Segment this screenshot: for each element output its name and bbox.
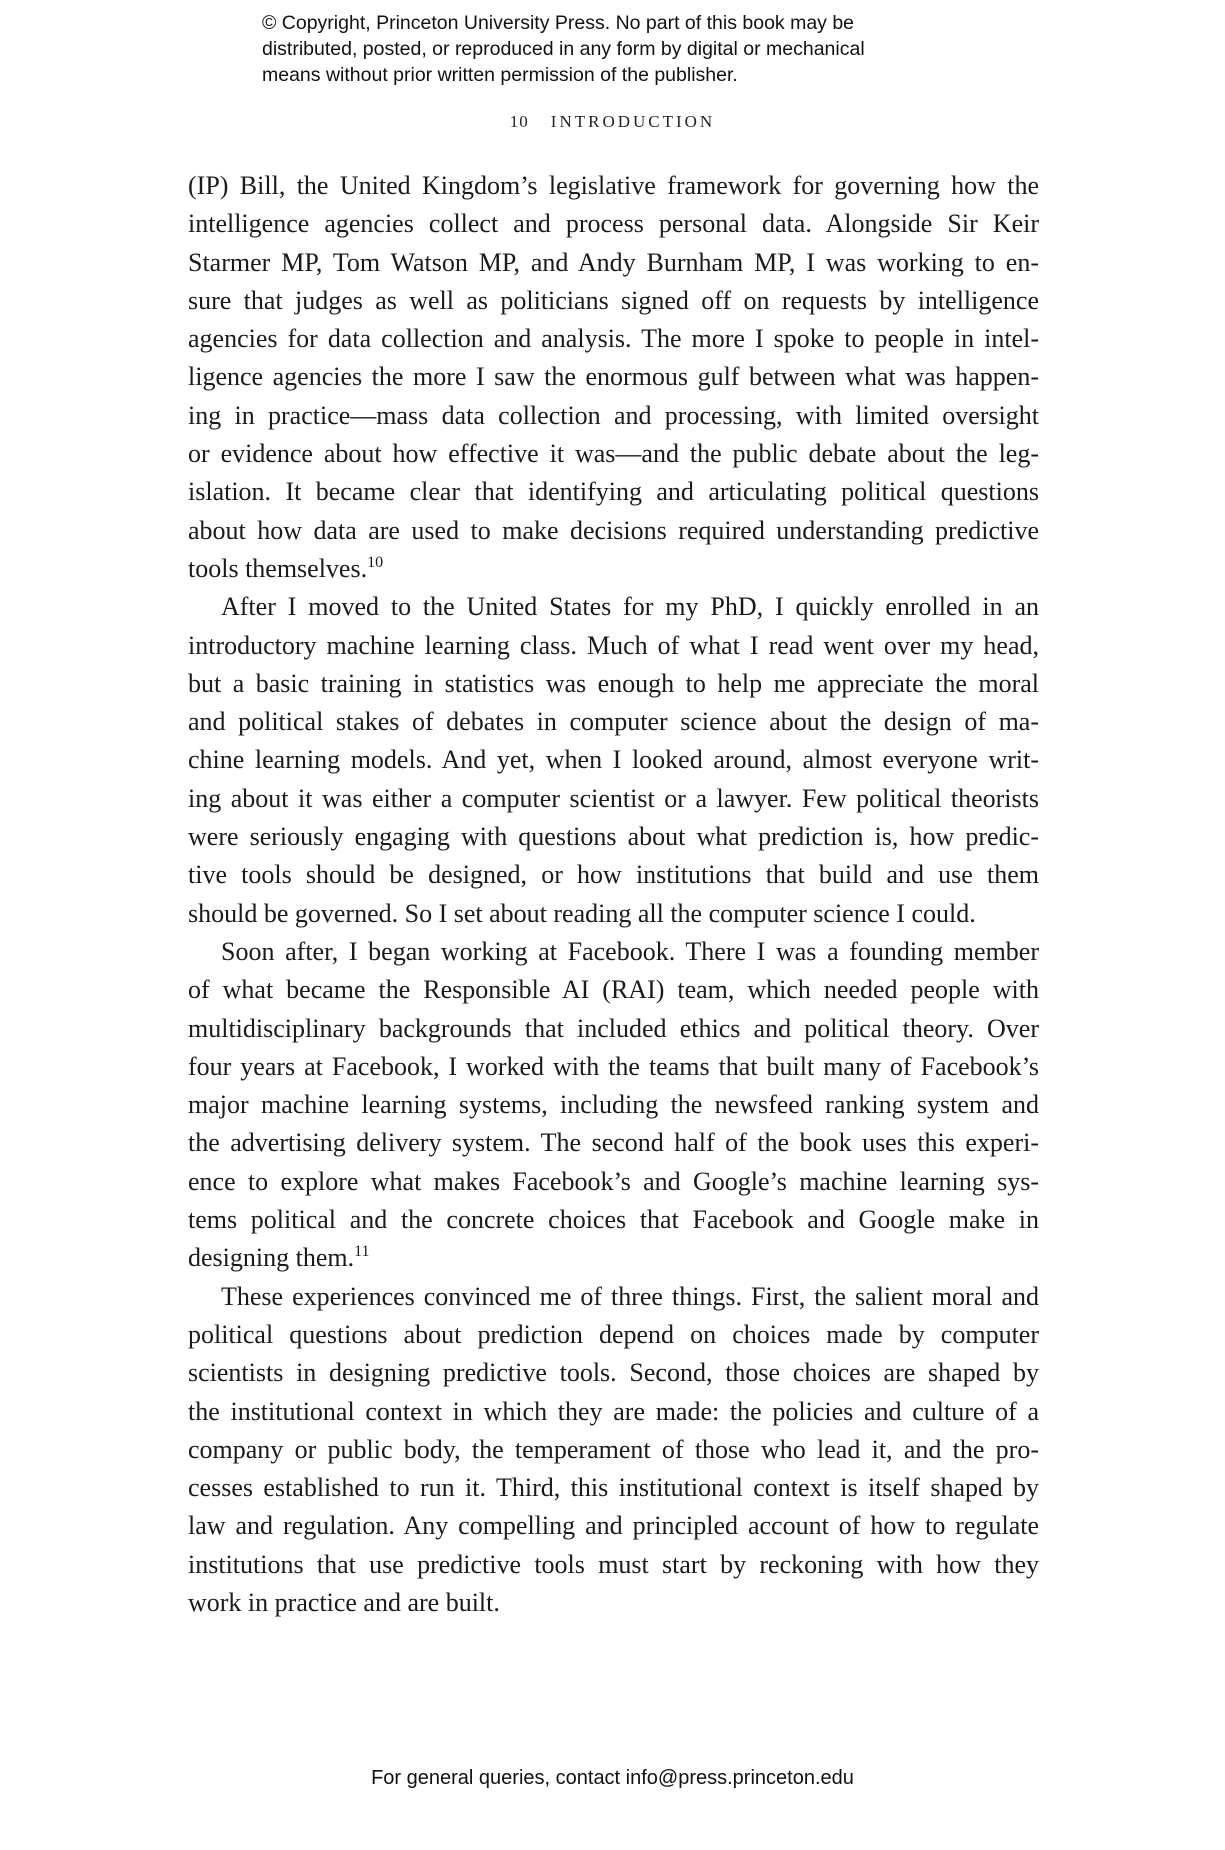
text-line: cesses established to run it. Third, this institutional context is itself shaped by [188,1473,1039,1503]
page-number: 10 [509,112,529,131]
text-line: multidisciplinary backgrounds that included ethics and political theory. Over [188,1013,1039,1043]
text-line: ence to explore what makes Facebook’s and Google’s machine learning sys- [188,1166,1039,1196]
paragraph [188,588,1039,933]
paragraph [188,1278,1039,1623]
text-line: ing about it was either a computer scientist or a lawyer. Few political theorists [188,783,1039,813]
text-line: designing them.$^{11}$ [188,1243,370,1273]
text-line: the advertising delivery system. The second half of the book uses this experi- [188,1128,1039,1158]
body-text [188,167,1039,1622]
text-line: about how data are used to make decisions required understanding predictive [188,515,1039,545]
text-line: and political stakes of debates in computer science about the design of ma- [188,707,1039,737]
text-line: intelligence agencies collect and process personal data. Alongside Sir Keir [188,209,1039,239]
text-line: scientists in designing predictive tools. Second, those choices are shaped by [188,1358,1039,1388]
text-line: (IP) Bill, the United Kingdom’s legislative framework for governing how the [188,171,1039,200]
text-line: agencies for data collection and analysis. The more I spoke to people in intel- [188,324,1039,354]
text-line: company or public body, the temperament of those who lead it, and the pro- [188,1434,1039,1464]
text-line: After I moved to the United States for my PhD, I quickly enrolled in an [221,592,1039,622]
text-line: political questions about prediction depend on choices made by computer [188,1319,1039,1349]
text-line: Starmer MP, Tom Watson MP, and Andy Burnham MP, I was working to en- [188,247,1039,277]
text-line: work in practice and are built. [188,1587,500,1617]
footnote-marker[interactable]: 11 [354,1243,370,1261]
text-line: chine learning models. And yet, when I looked around, almost everyone writ- [188,745,1039,775]
paragraph [188,933,1039,1278]
text-line: or evidence about how effective it was—and the public debate about the leg- [188,439,1039,469]
text-line: the institutional context in which they are made: the policies and culture of a [188,1396,1039,1426]
footer-contact: For general queries, contact info@press.princeton.edu [371,1767,854,1789]
text-line: tools themselves.$^{10}$ [188,553,384,583]
copyright-notice [262,10,982,88]
copyright-line: © Copyright, Princeton University Press. No part of this book may be [262,12,855,34]
text-line: introductory machine learning class. Much of what I read went over my head, [188,630,1039,660]
text-line: sure that judges as well as politicians signed off on requests by intelligence [188,285,1039,315]
text-line: should be governed. So I set about reading all the computer science I could. [188,898,976,928]
footnote-marker[interactable]: 10 [367,553,384,571]
text-line: These experiences convinced me of three things. First, the salient moral and [221,1281,1039,1311]
copyright-line: distributed, posted, or reproduced in any form by digital or mechanical [262,38,865,60]
text-line: ing in practice—mass data collection and processing, with limited oversight [188,400,1039,430]
text-line: law and regulation. Any compelling and principled account of how to regulate [188,1511,1039,1541]
copyright-line: means without prior written permission of the publisher. [262,64,738,86]
text-line: tive tools should be designed, or how institutions that build and use them [188,860,1039,890]
text-line: institutions that use predictive tools must start by reckoning with how they [188,1549,1039,1579]
text-line: ligence agencies the more I saw the enormous gulf between what was happen- [188,362,1039,392]
text-line: Soon after, I began working at Facebook. There I was a founding member [221,936,1039,966]
text-line: major machine learning systems, including the newsfeed ranking system and [188,1090,1039,1120]
paragraph [188,167,1039,588]
text-line: of what became the Responsible AI (RAI) team, which needed people with [188,975,1039,1005]
chapter-title: INTRODUCTION [550,112,716,131]
text-line: tems political and the concrete choices that Facebook and Google make in [188,1205,1039,1235]
text-line: islation. It became clear that identifying and articulating political questions [188,477,1039,507]
running-head [0,112,1225,132]
text-line: but a basic training in statistics was enough to help me appreciate the moral [188,668,1039,698]
text-line: were seriously engaging with questions about what prediction is, how predic- [188,822,1039,852]
text-line: four years at Facebook, I worked with the teams that built many of Facebook’s [188,1051,1039,1081]
